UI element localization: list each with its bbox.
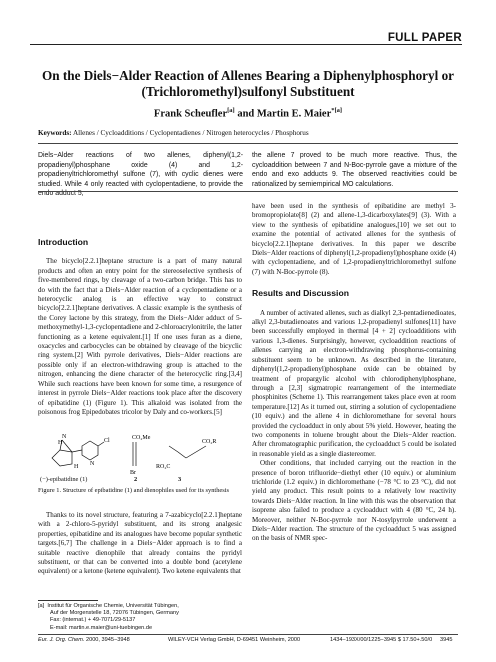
author-conjunction: and — [234, 108, 257, 120]
figure-1-caption: Figure 1. Structure of epibatidine (1) and dienophiles used for its synthesis — [38, 487, 229, 494]
footer-page-number: 3945 — [440, 637, 453, 643]
footer-rule — [38, 634, 458, 635]
intro-heading: Introduction — [38, 237, 89, 247]
right-paragraph-1: have been used in the synthesis of epibatidine are methyl 3-bromopropiolate[8] (2) and allene-1,3-dicarboxylates[9] (3). With a view to the synthesis of epibatidine analogues,[10] we set out to examine the potential of activated allenes for the synthesis of bicyclo[2.2.1]heptane derivatives. In this paper we describe Diels−Alder reactions of diphenyl(1,2-propadienyl)phosphane oxide (4) with cyclopentadiene, and of 1,2-propadienyltrichloromethyl sulfone (7) with N-Boc-pyrrole (8). — [252, 202, 456, 276]
footer-journal: Eur. J. Org. Chem. — [38, 637, 85, 643]
figure-sub-n2: N — [90, 461, 95, 467]
results-paragraph-2: Other conditions, that included carrying out the reaction in the presence of boron trifluoride−diethyl ether (10 equiv.) or aluminium trichloride (1.2 equiv.) in dichloromethane (−78 °C to 23 °C), did not yield any product. This result points to a relatively low reactivity towards Diels−Alder reaction. In line with this was the observation that isoprene also failed to produce a cycloadduct with 4 (80 °C, 24 h). Moreover, neither N-Boc-pyrrole nor N-tosylpyrrole underwent a Diels−Alder reaction. The structure of the cycloadduct 5 was assigned on the basis of NMR spec- — [252, 459, 456, 543]
header-rule — [30, 44, 462, 45]
keywords-list: Allenes / Cycloadditions / Cyclopentadienes / Nitrogen heterocycles / Phosphorus — [71, 129, 309, 137]
intro-column-cont — [38, 511, 242, 577]
intro-column — [38, 238, 242, 417]
allene-bond-2 — [178, 452, 186, 458]
footnote-address: Auf der Morgenstelle 18, 72076 Tübingen, Germany — [50, 610, 179, 617]
figure-label-3: 3 — [178, 476, 182, 483]
bicycle-ring — [52, 450, 72, 466]
figure-1-structures — [38, 432, 242, 478]
figure-sub-co2me: CO₂Me — [132, 435, 151, 441]
author-2: Martin E. Maier — [256, 108, 332, 120]
footer-year-pages: 2000, 3945−3948 — [84, 637, 130, 643]
footnote-rule — [38, 600, 98, 601]
footnote-email: E-mail: martin.e.maier@uni-tuebingen.de — [50, 624, 153, 631]
footer-publisher: WILEY-VCH Verlag GmbH, D-69451 Weinheim, 2000 — [168, 637, 301, 643]
affiliation-footnote — [38, 603, 238, 632]
article-title: On the Diels−Alder Reaction of Allenes Bearing a Diphenylphosphoryl or (Trichloromethyl)sulfonyl Substituent — [41, 68, 455, 99]
footer-issn: 1434−193X/00/1225−3945 $ 17.50+.50/0 — [330, 637, 433, 643]
intro-paragraph-2: Thanks to its novel structure, featuring a 7-azabicyclo[2.2.1]heptane with a 2-chloro-5-pyridyl substituent, and its strong analgesic properties, epibatidine and its analogues have become popular synthetic targets.[6,7] The challenge in a Diels−Alder approach is to find a suitable reactive dienophile that already contains the pyridyl substituent, or that can be converted into a double bond (acetylene equivalent) or a ketone (ketene equivalent). Two ketene equivalents that — [38, 511, 242, 576]
footnote-fax: Fax: (internat.) + 49-7071/29-5137 — [50, 617, 136, 624]
figure-sub-h2: H — [74, 464, 79, 470]
bridge-bond-2 — [62, 440, 72, 452]
figure-sub-br: Br — [130, 470, 136, 476]
abstract-left: Diels−Alder reactions of two allenes, diphenyl(1,2-propadienyl)phosphane oxide (4) and 1,2-propadienyltrichloromethyl sulfone (7), with cyclic dienes were studied. While 4 only reacted with cyclopentadiene, to provide the endo adduct 5, — [38, 152, 243, 198]
figure-sub-n1: N — [62, 434, 67, 440]
keywords — [38, 128, 458, 138]
footnote-mark: [a] — [38, 603, 45, 609]
pyridine-ring — [82, 441, 98, 460]
author-2-affil: *[a] — [331, 107, 343, 114]
abstract-right: the allene 7 proved to be much more reactive. Thus, the cycloaddition between 7 and N-Boc-pyrrole gave a mixture of the endo and exo adducts 9. The observed reactivities could be rationalized by semiempirical MO calculations. — [252, 152, 457, 188]
running-header-label: FULL PAPER — [387, 32, 462, 44]
figure-label-2: 2 — [134, 476, 138, 483]
allene-bond-3 — [186, 452, 196, 458]
allene-bond-1 — [169, 446, 178, 452]
allene-bond-4 — [196, 446, 206, 452]
abstract-top-rule — [38, 143, 458, 144]
keywords-label: Keywords: — [38, 129, 72, 137]
results-paragraph-1: A number of activated allenes, such as dialkyl 2,3-pentadienedioates, alkyl 2,3-butadienoates and various 1,2-propadienyl sulfones[11] have been successfully employed in thermal [4 + 2] cycloadditions with various 1,3-dienes. Surprisingly, however, cycloaddition reactions of allenes carrying an electron-withdrawing phosphorus-containing substituent seem to be unknown. As described in the literature, diphenyl(1,2-propadienyl)phosphane oxide can be obtained by treatment of propargylic alcohol with chlorodiphenylphosphane, through a [2,3] sigmatropic rearrangement of the intermediate phosphinites (Scheme 1). This rearrangement takes place even at room temperature.[12] As it turned out, stirring a solution of cyclopentadiene (10 equiv.) and the allene 4 in dichloromethane for several hours provided the cycloadduct in only about 5% yield. However, heating the two components in toluene brought about the Diels−Alder reaction. After chromatographic purification, the cycloadduct 5 could be isolated in reasonable yield as a single diastereomer. — [252, 308, 456, 458]
figure-sub-co2r: CO₂R — [202, 439, 217, 445]
intro-paragraph-1: The bicyclo[2.2.1]heptane structure is a part of many natural products and often an entry point for the stereoselective synthesis of five-membered rings, by cleavage of a two-carbon bridge. This has to do with the fact that a Diels−Alder reaction of a cyclopentadiene or a heterocyclic analog is an effective way to construct bicyclo[2.2.1]heptane derivatives. A classic example is the synthesis of the Corey lactone by this strategy, from the Diels−Alder adduct of 5-methoxymethyl-1,3-cyclopentadiene and 2-chloroacrylonitrile, the latter functioning as a ketene equivalent.[1] If one uses furan as a diene, oxacycles and carbocycles can be obtained by cleavage of the bicyclic ring system.[2] With pyrrole derivatives, Diels−Alder reactions are possible only if an electron-withdrawing group is attached to the nitrogen, enhancing the diene character of the heterocyclic ring.[3,4] While such reactions have been known for some time, a resurgence of interest in pyrrole Diels−Alder reactions took place after the discovery of epibatidine (1) (Figure 1). This alkaloid was isolated from the poisonous frog Epipedobates tricolor by Daly and co-workers.[5] — [38, 257, 242, 416]
footnote-line-1 — [38, 603, 238, 610]
author-line — [30, 107, 466, 120]
figure-label-1: (−)-epibatidine (1) — [40, 476, 88, 483]
abstract-bottom-rule — [38, 191, 458, 192]
figure-sub-ro2c: RO₂C — [156, 464, 171, 470]
results-column — [252, 202, 456, 544]
author-1-affil: [a] — [227, 107, 235, 114]
results-heading: Results and Discussion — [252, 288, 349, 299]
figure-sub-h1: H — [58, 440, 63, 446]
footnote-institute: Institut für Organische Chemie, Universität Tübingen, — [47, 603, 179, 609]
pyridyl-bond — [72, 450, 82, 452]
footer-citation — [38, 637, 130, 643]
author-1: Frank Scheufler — [153, 108, 228, 120]
figure-sub-cl: Cl — [104, 438, 110, 444]
